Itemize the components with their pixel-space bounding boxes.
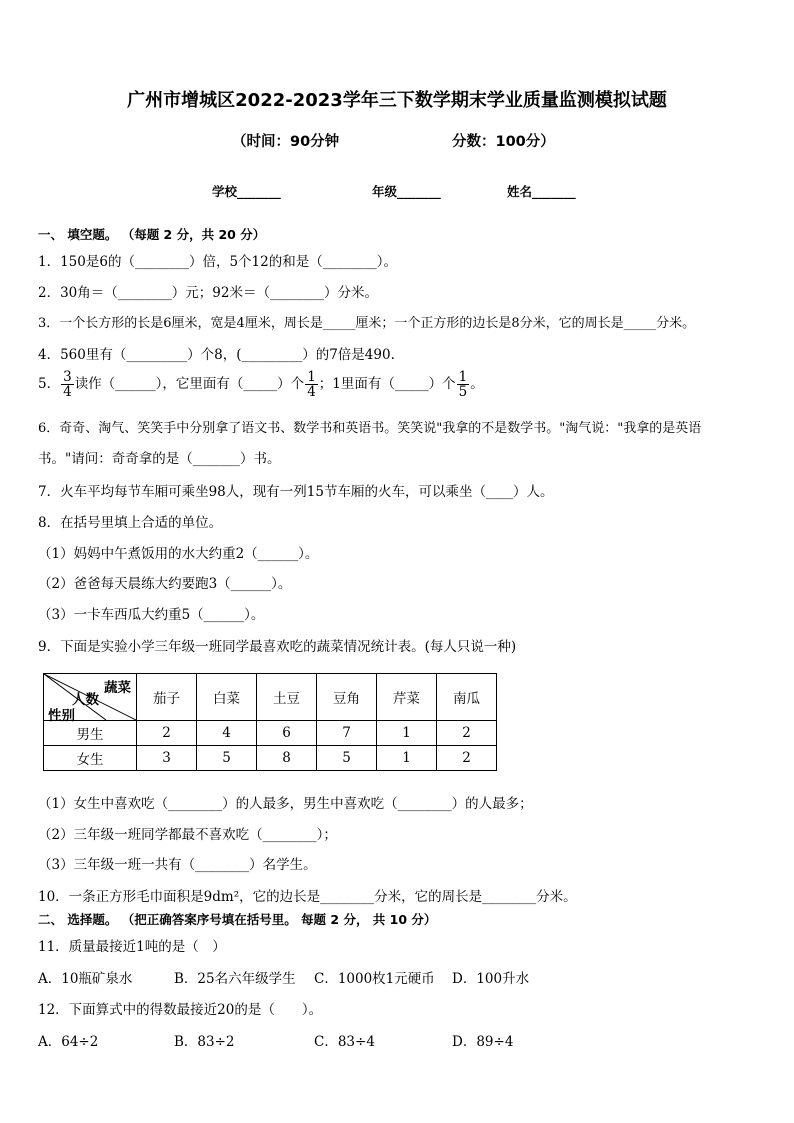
table-cell: 3 bbox=[137, 746, 197, 771]
table-header-row bbox=[44, 674, 497, 721]
table-row bbox=[44, 746, 497, 771]
table-cell: 1 bbox=[377, 746, 437, 771]
question-9-3: （3）三年级一班一共有（________）名学生。 bbox=[38, 857, 317, 873]
col-header: 南瓜 bbox=[437, 674, 497, 721]
row-label: 女生 bbox=[44, 746, 137, 771]
question-5: 5． $\frac{3}{4}$ 读作（______），它里面有（_____）个 $\frac{1}{4}$ ；1里面有（_____）个 $\frac{1}{5}$ 。 bbox=[38, 369, 484, 400]
question-6-line-1: 6．奇奇、淘气、笑笑手中分别拿了语文书、数学书和英语书。笑笑说"我拿的不是数学书。"淘气说："我拿的是英语 bbox=[38, 421, 702, 436]
page-title: 广州市增城区2022-2023学年三下数学期末学业质量监测模拟试题 bbox=[127, 90, 667, 111]
q12-option-c: C．83÷4 bbox=[314, 1034, 375, 1050]
question-9-1: （1）女生中喜欢吃（________）的人最多，男生中喜欢吃（________）的人最多； bbox=[38, 796, 533, 812]
table-cell: 1 bbox=[377, 721, 437, 746]
question-11: 11．质量最接近1吨的是（ ） bbox=[38, 939, 226, 955]
question-12: 12．下面算式中的得数最接近20的是（ ）。 bbox=[38, 1002, 323, 1018]
grade-field: 年级_______ bbox=[372, 184, 441, 199]
table-cell: 5 bbox=[317, 746, 377, 771]
school-field: 学校_______ bbox=[212, 184, 281, 199]
section-1-heading: 一、 填空题。 （每题 2 分，共 20 分） bbox=[38, 227, 266, 242]
question-8-3: （3）一卡车西瓜大约重5（______）。 bbox=[38, 607, 265, 623]
q12-option-b: B．83÷2 bbox=[174, 1034, 235, 1050]
q11-option-b: B．25名六年级学生 bbox=[174, 971, 296, 987]
question-8-2: （2）爸爸每天晨练大约要跑3（______）。 bbox=[38, 576, 292, 592]
col-header: 土豆 bbox=[257, 674, 317, 721]
question-10: 10．一条正方形毛巾面积是9dm²，它的边长是________分米，它的周长是________分米。 bbox=[38, 889, 577, 905]
name-field: 姓名_______ bbox=[507, 184, 576, 199]
col-header: 白菜 bbox=[197, 674, 257, 721]
exam-score: 分数：100分） bbox=[452, 134, 555, 150]
table-cell: 6 bbox=[257, 721, 317, 746]
section-2-heading: 二、 选择题。 （把正确答案序号填在括号里。 每题 2 分， 共 10 分） bbox=[38, 912, 437, 927]
header-gender: 性别 bbox=[48, 708, 75, 724]
q12-option-d: D．89÷4 bbox=[452, 1034, 514, 1050]
header-vegetable: 蔬菜 bbox=[104, 680, 131, 696]
table-row bbox=[44, 721, 497, 746]
table-cell: 2 bbox=[437, 746, 497, 771]
vegetable-survey-table bbox=[43, 673, 497, 771]
table-cell: 7 bbox=[317, 721, 377, 746]
question-9-2: （2）三年级一班同学都最不喜欢吃（________）； bbox=[38, 827, 337, 843]
table-corner-header bbox=[44, 674, 137, 724]
header-count: 人数 bbox=[72, 692, 99, 708]
table-cell: 4 bbox=[197, 721, 257, 746]
col-header: 芹菜 bbox=[377, 674, 437, 721]
fraction-one-quarter: $\frac{1}{4}$ bbox=[307, 369, 316, 400]
q11-option-d: D．100升水 bbox=[452, 971, 530, 987]
question-8-1: （1）妈妈中午煮饭用的水大约重2（______）。 bbox=[38, 546, 319, 562]
table-cell: 2 bbox=[137, 721, 197, 746]
exam-time: （时间：90分钟 bbox=[232, 134, 340, 150]
col-header: 豆角 bbox=[317, 674, 377, 721]
fraction-one-fifth: $\frac{1}{5}$ bbox=[458, 369, 468, 400]
question-3: 3．一个长方形的长是6厘米，宽是4厘米，周长是_____厘米；一个正方形的边长是8分米，它的周长是_____分米。 bbox=[38, 316, 696, 331]
question-1: 1．150是6的（________）倍，5个12的和是（________）。 bbox=[38, 254, 397, 270]
fraction-three-quarters: $\frac{3}{4}$ bbox=[63, 369, 72, 400]
q11-option-a: A．10瓶矿泉水 bbox=[38, 971, 133, 987]
row-label: 男生 bbox=[44, 721, 137, 746]
col-header: 茄子 bbox=[137, 674, 197, 721]
q12-option-a: A．64÷2 bbox=[38, 1034, 99, 1050]
table-cell: 8 bbox=[257, 746, 317, 771]
question-7: 7．火车平均每节车厢可乘坐98人，现有一列15节车厢的火车，可以乘坐（____）人。 bbox=[38, 484, 554, 500]
q11-option-c: C．1000枚1元硬币 bbox=[314, 971, 435, 987]
question-9: 9．下面是实验小学三年级一班同学最喜欢吃的蔬菜情况统计表。(每人只说一种) bbox=[38, 639, 517, 655]
table-cell: 2 bbox=[437, 721, 497, 746]
table-cell: 5 bbox=[197, 746, 257, 771]
question-6-line-2: 书。"请问：奇奇拿的是（_______）书。 bbox=[38, 451, 281, 467]
question-2: 2．30角＝（________）元；92米＝（________）分米。 bbox=[38, 285, 378, 301]
question-4: 4．560里有（_________）个8，(_________）的7倍是490. bbox=[38, 347, 395, 363]
question-8: 8．在括号里填上合适的单位。 bbox=[38, 515, 223, 531]
